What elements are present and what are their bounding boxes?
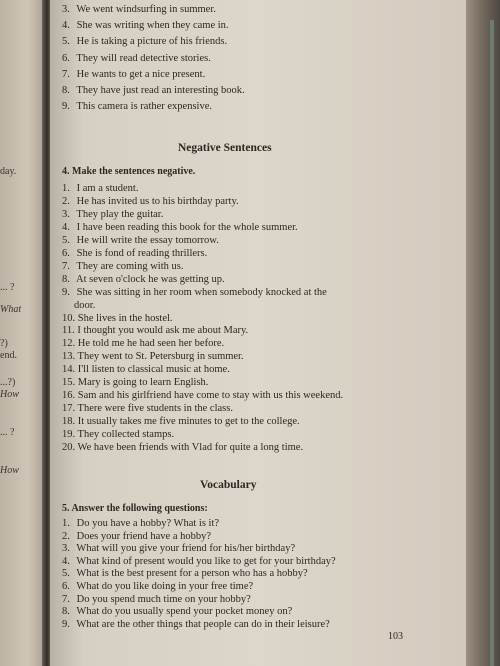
top-list-item xyxy=(62,4,216,15)
negative-sentence-item xyxy=(62,183,138,194)
negative-sentence-item xyxy=(62,222,298,233)
item-number: 7. xyxy=(62,593,70,605)
item-number: 13. xyxy=(62,351,76,363)
item-text: Do you spend much time on your hobby? xyxy=(74,593,251,605)
negative-sentence-item xyxy=(62,248,207,259)
negative-sentence-item xyxy=(62,235,219,246)
vocabulary-question-item xyxy=(62,619,330,630)
top-list-item xyxy=(62,69,205,80)
item-text: Do you have a hobby? What is it? xyxy=(74,518,220,529)
item-number: 8. xyxy=(62,85,70,96)
item-text: What will you give your friend for his/her birthday? xyxy=(74,543,296,555)
item-text: What do you like doing in your free time? xyxy=(74,581,254,592)
item-number: 10. xyxy=(62,312,76,324)
item-text: We went windsurfing in summer. xyxy=(74,4,216,15)
top-list-item xyxy=(62,20,229,31)
item-number: 8. xyxy=(62,273,70,285)
item-text: They are coming with us. xyxy=(74,260,184,272)
item-text: He wants to get a nice present. xyxy=(74,68,206,80)
item-text: I have been reading this book for the whole summer. xyxy=(74,221,298,233)
item-number: 2. xyxy=(62,195,70,207)
item-number: 15. xyxy=(62,377,76,389)
item-text: She lives in the hostel. xyxy=(75,312,173,324)
negative-sentence-item xyxy=(62,377,208,388)
item-number: 11. xyxy=(62,325,75,337)
item-text: What do you usually spend your pocket money on? xyxy=(74,606,293,618)
section-title-negative: Negative Sentences xyxy=(178,142,272,154)
left-margin-fragment: ... ? xyxy=(0,282,15,293)
item-text: There were five students in the class. xyxy=(75,403,233,415)
item-text: Sam and his girlfriend have come to stay with us this weekend. xyxy=(75,390,344,402)
top-list-item xyxy=(62,36,227,47)
item-number: 20. xyxy=(62,442,76,453)
item-number: 1. xyxy=(62,518,70,529)
item-number: 5. xyxy=(62,36,70,48)
negative-sentence-item xyxy=(62,274,225,285)
item-number: 7. xyxy=(62,260,70,272)
item-text: He will write the essay tomorrow. xyxy=(74,234,219,246)
item-text: They play the guitar. xyxy=(74,208,164,220)
item-text: Does your friend have a hobby? xyxy=(74,530,212,542)
vocabulary-question-item xyxy=(62,518,219,529)
negative-sentence-item xyxy=(62,403,233,414)
item-text: I'll listen to classical music at home. xyxy=(75,364,230,376)
item-number: 4. xyxy=(62,555,70,567)
negative-sentence-item xyxy=(62,429,174,440)
item-text: She is fond of reading thrillers. xyxy=(74,247,208,259)
top-list-item xyxy=(62,53,211,64)
item-text: I thought you would ask me about Mary. xyxy=(74,325,249,337)
item-text: We have been friends with Vlad for quite a long time. xyxy=(75,442,304,453)
negative-sentence-item xyxy=(62,261,183,272)
negative-sentence-item xyxy=(62,313,173,324)
negative-sentence-item xyxy=(62,390,343,401)
item-number: 18. xyxy=(62,416,76,428)
item-number: 4. xyxy=(62,20,70,32)
item-number: 3. xyxy=(62,208,70,220)
page-edge xyxy=(466,0,500,666)
item-text: He has invited us to his birthday party. xyxy=(74,195,239,207)
item-text: They collected stamps. xyxy=(75,429,175,441)
item-text: They have just read an interesting book. xyxy=(74,85,245,96)
item-text: They will read detective stories. xyxy=(74,52,211,64)
left-margin-fragment: How xyxy=(0,389,19,400)
item-text: He is taking a picture of his friends. xyxy=(74,36,228,48)
item-number: 3. xyxy=(62,543,70,555)
negative-sentence-item xyxy=(62,287,327,298)
item-number: 19. xyxy=(62,429,76,441)
vocabulary-question-item xyxy=(62,581,253,592)
item-text: She was sitting in her room when somebody knocked at the xyxy=(74,286,327,298)
exercise-4-instruction: 4. Make the sentences negative. xyxy=(62,166,196,177)
negative-sentence-item xyxy=(62,300,95,311)
item-text: What are the other things that people can do in their leisure? xyxy=(74,618,330,630)
item-number: 8. xyxy=(62,606,70,618)
item-text: It usually takes me five minutes to get to the college. xyxy=(75,416,300,428)
negative-sentence-item xyxy=(62,209,163,220)
item-number: 2. xyxy=(62,530,70,542)
vocabulary-question-item xyxy=(62,606,292,617)
negative-sentence-item xyxy=(62,442,303,453)
item-number: 6. xyxy=(62,581,70,592)
item-number: 1. xyxy=(62,183,70,194)
item-number: 4. xyxy=(62,221,70,233)
item-number: 5. xyxy=(62,234,70,246)
vocabulary-question-item xyxy=(62,594,251,605)
item-text: They went to St. Petersburg in summer. xyxy=(75,351,244,363)
item-text: What kind of present would you like to get for your birthday? xyxy=(74,555,336,567)
item-text: She was writing when they came in. xyxy=(74,20,229,32)
item-number: 6. xyxy=(62,52,70,64)
left-margin-fragment: day. xyxy=(0,166,17,177)
left-margin-fragment: ?) xyxy=(0,338,8,349)
item-text: He told me he had seen her before. xyxy=(75,338,225,350)
vocabulary-question-item xyxy=(62,543,295,554)
item-text: At seven o'clock he was getting up. xyxy=(74,273,225,285)
left-margin-fragment: ...?) xyxy=(0,377,16,388)
negative-sentence-item xyxy=(62,416,300,427)
top-list-item xyxy=(62,101,212,112)
page-number: 103 xyxy=(388,631,403,642)
left-page xyxy=(0,0,46,666)
item-number: 17. xyxy=(62,403,76,415)
item-number: 9. xyxy=(62,101,70,113)
exercise-5-instruction: 5. Answer the following questions: xyxy=(62,503,208,514)
item-text: This camera is rather expensive. xyxy=(74,101,213,113)
left-margin-fragment: How xyxy=(0,465,19,476)
item-text: door. xyxy=(74,299,96,311)
vocabulary-question-item xyxy=(62,556,336,567)
negative-sentence-item xyxy=(62,338,224,349)
item-number: 14. xyxy=(62,364,76,376)
left-margin-fragment: ... ? xyxy=(0,427,15,438)
item-number: 9. xyxy=(62,286,70,298)
negative-sentence-item xyxy=(62,196,239,207)
item-number: 9. xyxy=(62,618,70,630)
item-number: 16. xyxy=(62,390,76,402)
item-text: I am a student. xyxy=(74,183,139,194)
top-list-item xyxy=(62,85,245,96)
item-text: What is the best present for a person who has a hobby? xyxy=(74,568,308,580)
left-margin-fragment: What xyxy=(0,304,22,315)
negative-sentence-item xyxy=(62,351,244,362)
section-title-vocabulary: Vocabulary xyxy=(200,479,257,491)
negative-sentence-item xyxy=(62,364,230,375)
item-number: 5. xyxy=(62,568,70,580)
item-number: 7. xyxy=(62,68,70,80)
vocabulary-question-item xyxy=(62,568,308,579)
item-text: Mary is going to learn English. xyxy=(75,377,209,389)
left-margin-fragment: end. xyxy=(0,350,17,361)
vocabulary-question-item xyxy=(62,531,211,542)
item-number: 3. xyxy=(62,4,70,15)
item-number: 12. xyxy=(62,338,76,350)
item-number: 6. xyxy=(62,247,70,259)
negative-sentence-item xyxy=(62,325,248,336)
